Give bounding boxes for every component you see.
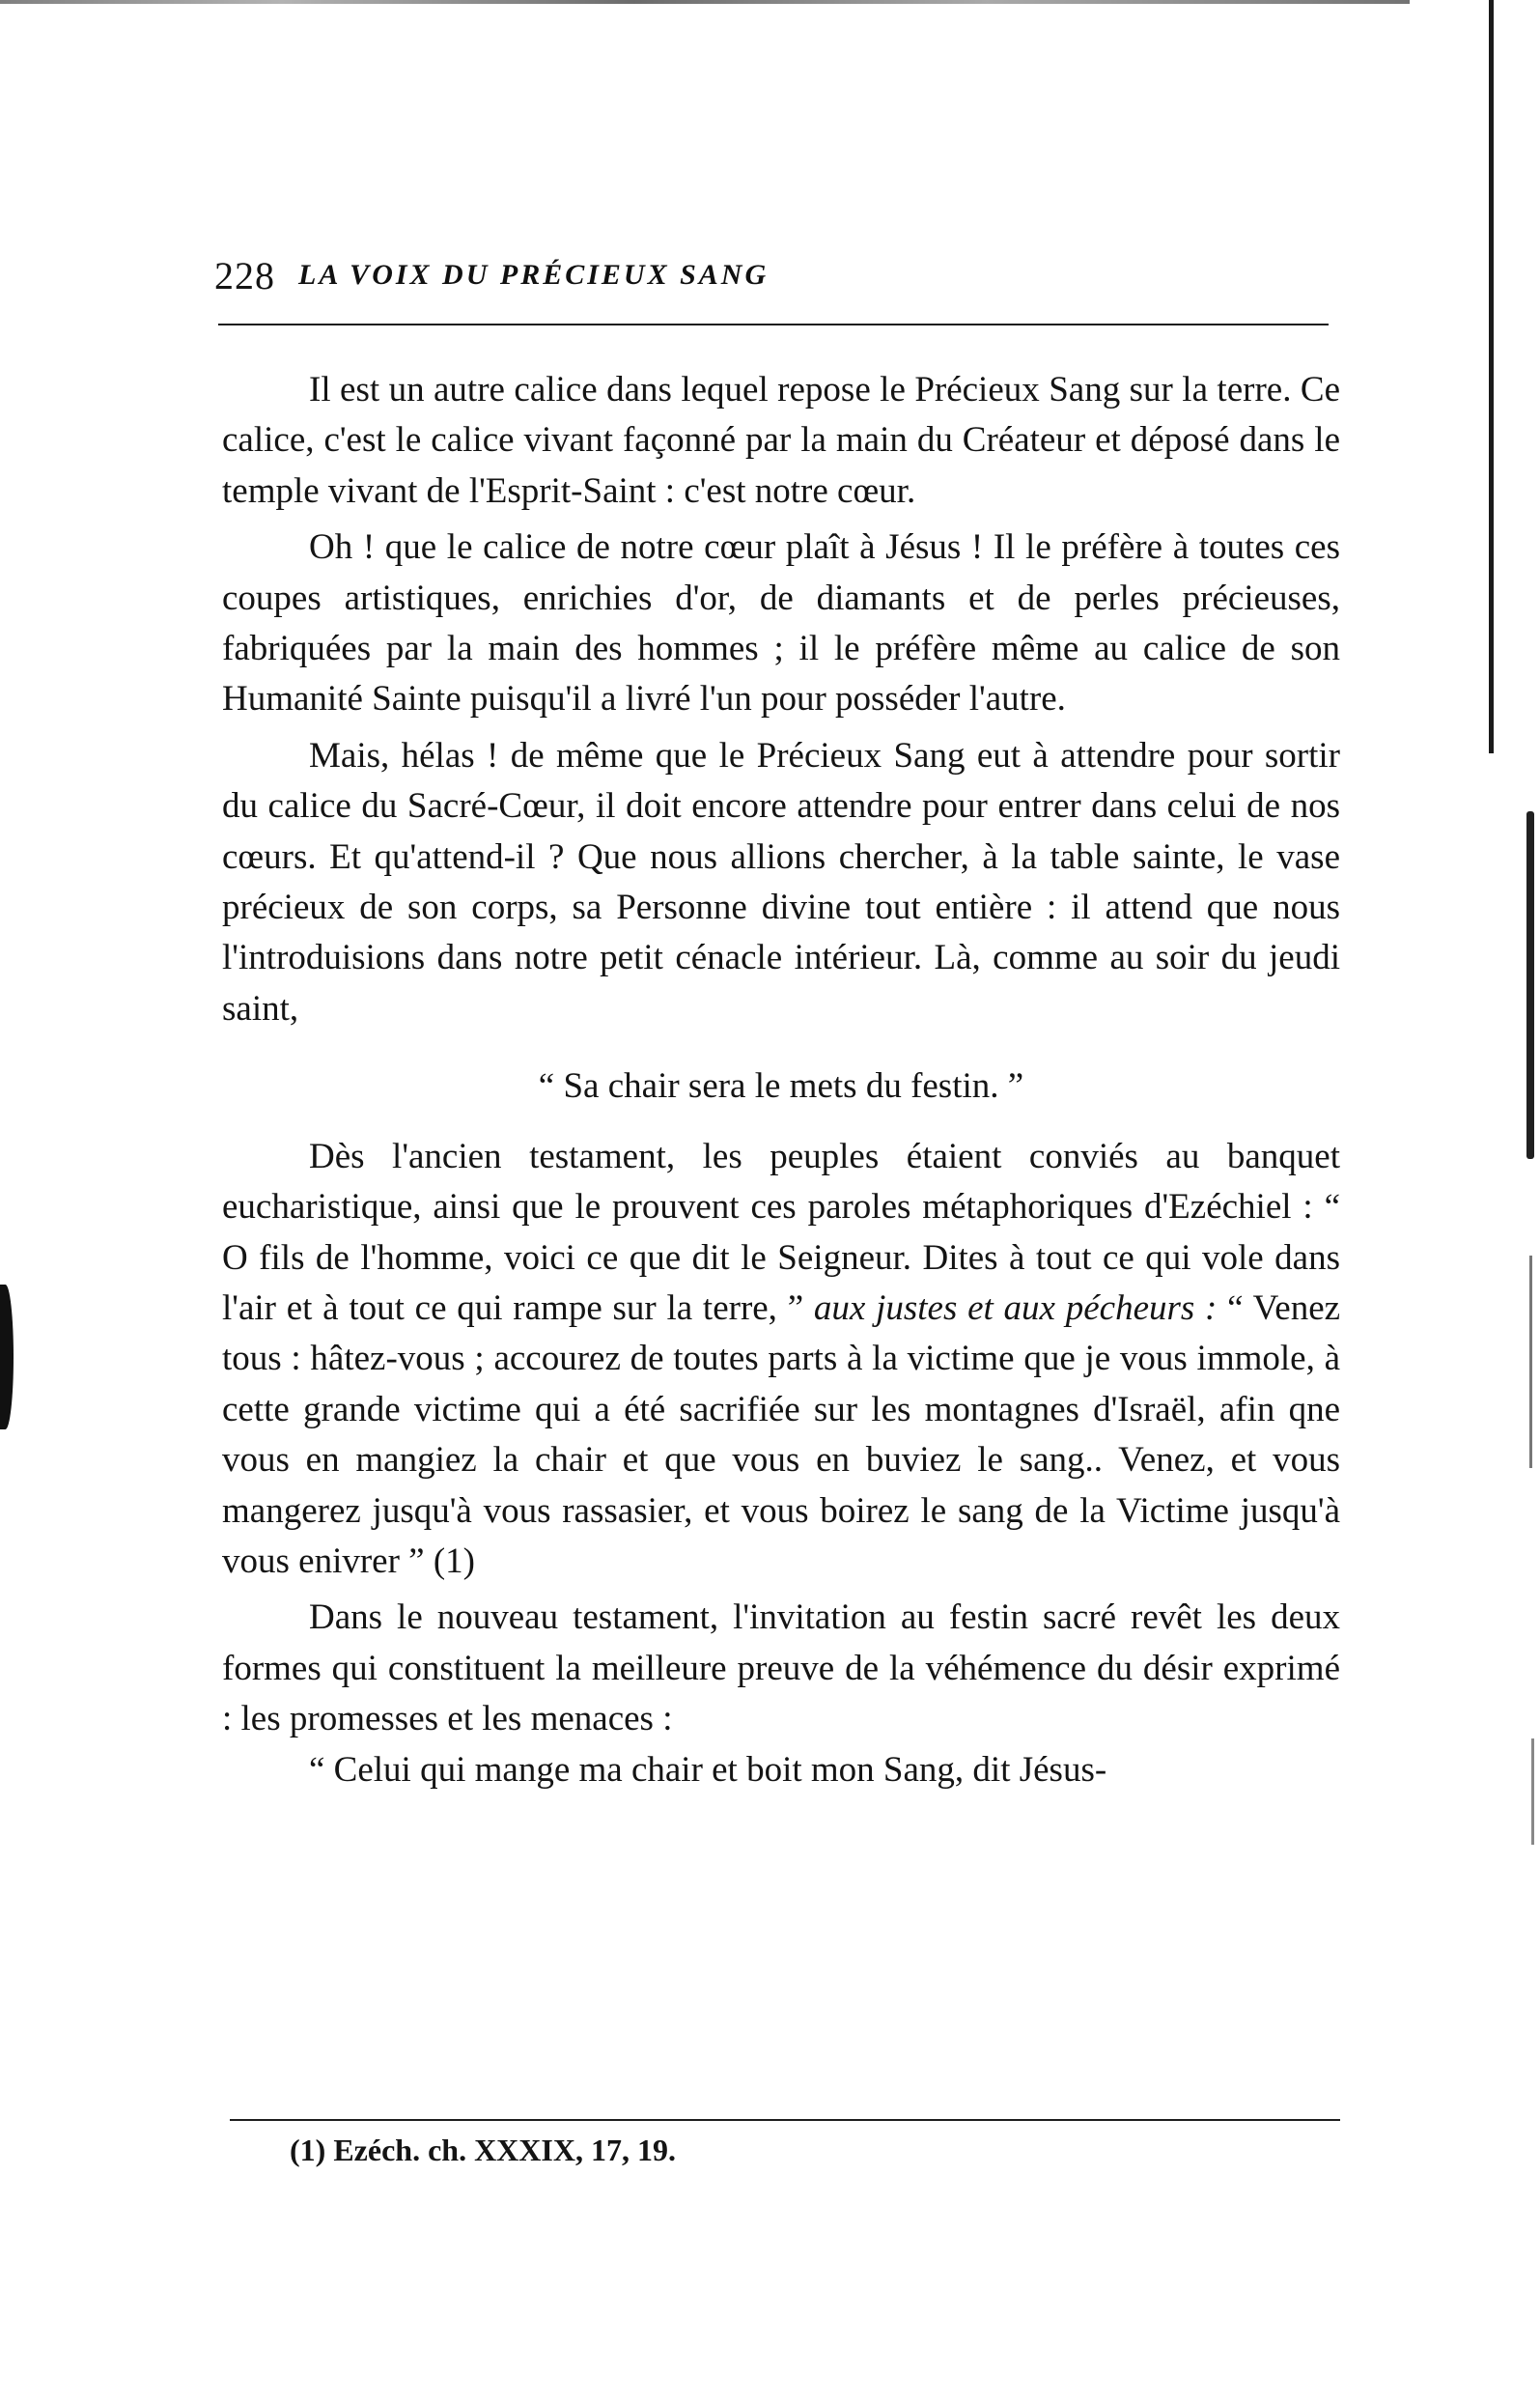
block-quote: “ Sa chair sera le mets du festin. ” bbox=[538, 1066, 1024, 1107]
scan-artifact-top bbox=[0, 0, 1410, 4]
running-head bbox=[214, 246, 1344, 304]
paragraph: Dans le nouveau testament, l'invitation au festin sacré revêt les deux formes qui constituent la meilleure preuve de la véhémence du désir exprimé : les promesses et les menaces : bbox=[222, 1597, 1340, 1739]
paragraph: Il est un autre calice dans lequel repose le Précieux Sang sur la terre. Ce calice, c'est le calice vivant façonné par la main du Créateur et déposé dans le temple vivant de l'Esprit-Saint : c'est notre cœur. bbox=[222, 370, 1340, 511]
running-title: LA VOIX DU PRÉCIEUX SANG bbox=[298, 259, 770, 291]
header-rule bbox=[218, 324, 1329, 325]
paragraph: Oh ! que le calice de notre cœur plaît à Jésus ! Il le préfère à toutes ces coupes artistiques, enrichies d'or, de diamants et de perles précieuses, fabriquées par la main des hommes ; il le préfère même au calice de son Humanité Sainte puisqu'il a livré l'un pour posséder l'autre. bbox=[222, 527, 1340, 720]
italic-phrase: aux justes et aux pécheurs : bbox=[813, 1287, 1218, 1328]
scan-artifact-right-edge bbox=[1526, 811, 1534, 1159]
paragraph-text: Dès l'ancien testament, les peuples étaient conviés au banquet eucharistique, ainsi que le prouvent ces paroles métaphoriques d'Ezéchiel : “ O fils de l'homme, voici ce que dit le Seigneur. Dites à tout ce qui vole dans l'air et à tout ce qui rampe sur la terre, ” bbox=[222, 1136, 1340, 1328]
paragraph-text: “ Venez tous : hâtez-vous ; accourez de toutes parts à la victime que je vous immole, à cette grande victime qui a été sacrifiée sur les montagnes d'Israël, afin qne vous en mangiez la chair et que vous en buviez le sang.. Venez, et vous mangerez jusqu'à vous rassasier, et vous boirez le sang de la Victime jusqu'à vous enivrer ” (1) bbox=[222, 1287, 1341, 1581]
footnote-rule bbox=[230, 2119, 1340, 2121]
scan-artifact-right-edge bbox=[1529, 1256, 1532, 1468]
footnote: (1) Ezéch. ch. XXXIX, 17, 19. bbox=[290, 2133, 676, 2167]
paragraph: “ Celui qui mange ma chair et boit mon Sang, dit Jésus- bbox=[309, 1749, 1107, 1790]
scan-artifact-left-edge bbox=[0, 1285, 14, 1429]
page-number: 228 bbox=[214, 253, 275, 297]
paragraph: Mais, hélas ! de même que le Précieux Sang eut à attendre pour sortir du calice du Sacré-Cœur, il doit encore attendre pour entrer dans celui de nos cœurs. Et qu'attend-il ? Que nous allions chercher, à la table sainte, le vase précieux de son corps, sa Personne divine tout entière : il attend que nous l'introduisions dans notre petit cénacle intérieur. Là, comme au soir du jeudi saint, bbox=[222, 735, 1340, 1029]
paragraph bbox=[222, 1132, 1340, 1588]
scan-artifact-right-edge bbox=[1531, 1738, 1534, 1845]
scan-artifact-right-edge bbox=[1489, 0, 1494, 753]
page-body bbox=[222, 365, 1340, 1795]
